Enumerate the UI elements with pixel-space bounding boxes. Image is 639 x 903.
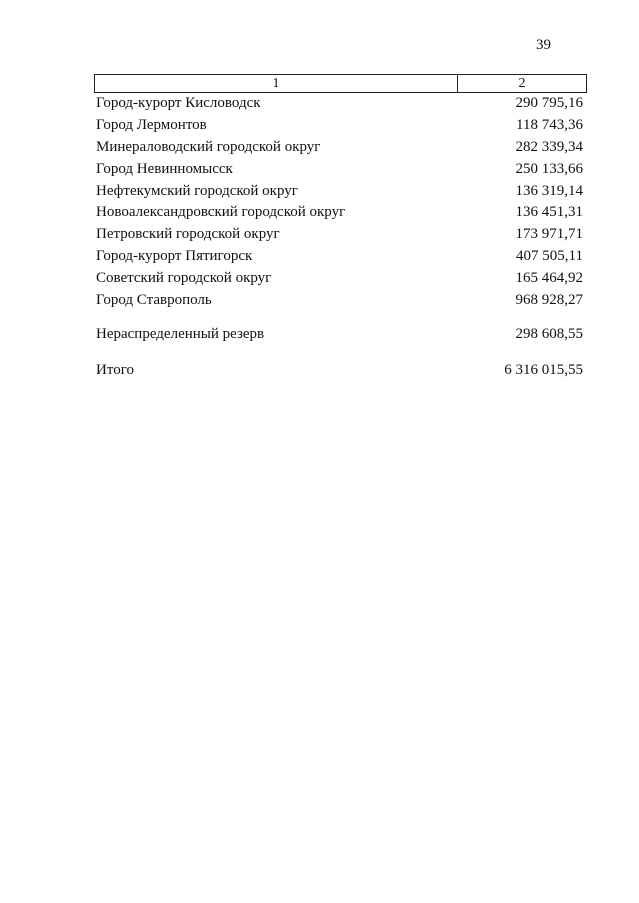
row-name: Минераловодский городской округ — [96, 138, 321, 155]
row-value: 290 795,16 — [515, 95, 583, 112]
row-name: Город Ставрополь — [96, 291, 212, 308]
row-name: Петровский городской округ — [96, 226, 280, 243]
row-name: Советский городской округ — [96, 269, 272, 286]
row-name: Город-курорт Кисловодск — [96, 95, 261, 112]
reserve-name: Нераспределенный резерв — [96, 326, 265, 343]
row-value: 407 505,11 — [516, 247, 583, 264]
row-name: Город Невинномысск — [96, 160, 233, 177]
row-name: Город Лермонтов — [96, 117, 207, 134]
table-row — [94, 115, 587, 137]
row-value: 173 971,71 — [515, 226, 583, 243]
total-name: Итого — [96, 362, 134, 379]
total-section — [94, 360, 587, 382]
page-number: 39 — [536, 37, 551, 53]
table-row — [94, 202, 587, 224]
table-row — [94, 158, 587, 180]
table-row — [94, 180, 587, 202]
row-value: 136 319,14 — [515, 182, 583, 199]
table-row — [94, 137, 587, 159]
row-value: 282 339,34 — [515, 138, 583, 155]
table-header — [94, 74, 587, 93]
table-row — [94, 289, 587, 311]
reserve-value: 298 608,55 — [515, 326, 583, 343]
column-header-1: 1 — [95, 75, 458, 92]
reserve-section — [94, 324, 587, 346]
distribution-table — [94, 74, 587, 382]
row-value: 968 928,27 — [515, 291, 583, 308]
table-row — [94, 246, 587, 268]
column-header-2: 2 — [518, 75, 526, 91]
table-row — [94, 93, 587, 115]
row-value: 165 464,92 — [515, 269, 583, 286]
reserve-row — [94, 324, 587, 346]
row-value: 118 743,36 — [516, 117, 583, 134]
table-row — [94, 267, 587, 289]
table-body — [94, 93, 587, 311]
total-value: 6 316 015,55 — [504, 362, 583, 379]
row-name: Новоалександровский городской округ — [96, 204, 346, 221]
row-value: 136 451,31 — [515, 204, 583, 221]
row-name: Нефтекумский городской округ — [96, 182, 298, 199]
table-row — [94, 224, 587, 246]
row-value: 250 133,66 — [515, 160, 583, 177]
row-name: Город-курорт Пятигорск — [96, 247, 253, 264]
total-row — [94, 360, 587, 382]
